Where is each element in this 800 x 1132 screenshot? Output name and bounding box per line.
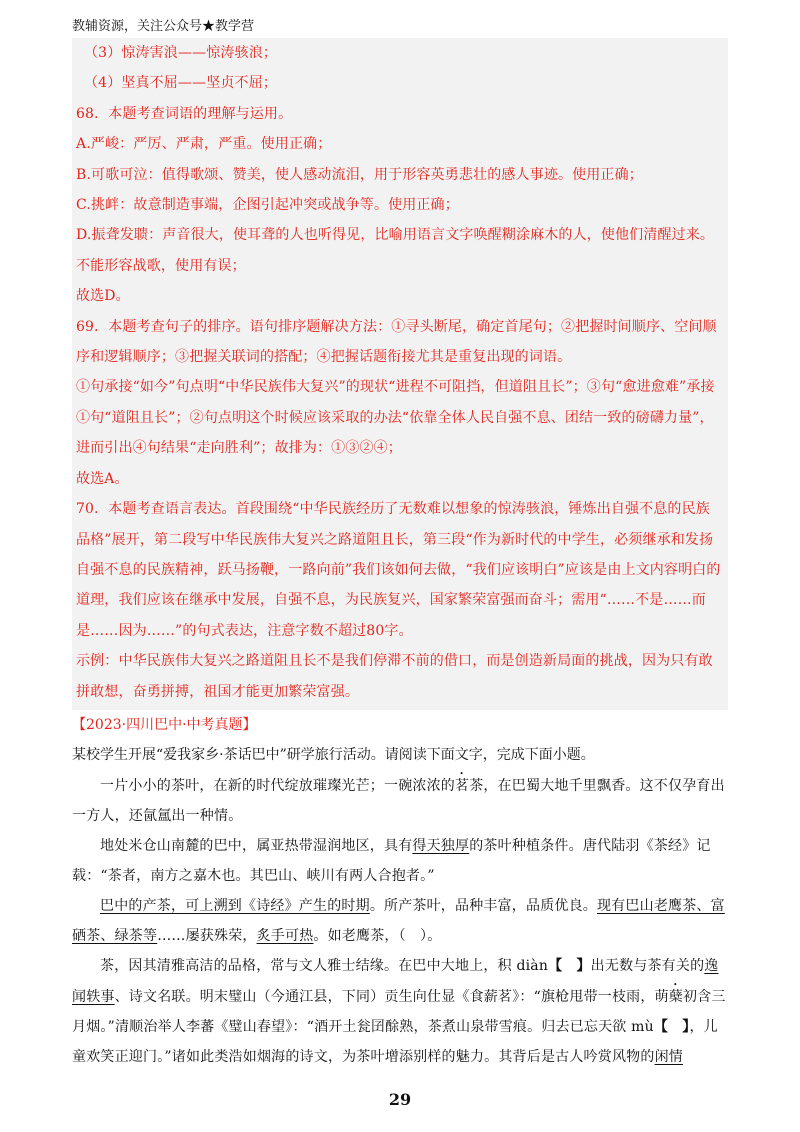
underlined-phrase: 闲情 (654, 1049, 683, 1065)
question-source: 【2023·四川巴中·中考真题】 (72, 717, 257, 733)
q68-choice: 故选D。 (76, 288, 130, 305)
q68-option-d: D.振聋发聩：声音很大，使耳聋的人也听得见，比喻用语言文字唤醒糊涂麻木的人，使他们清醒过来。不能形容战歌，使用有误； (76, 227, 715, 274)
q70-example: 示例：中华民族伟大复兴之路道阻且长不是我们停滞不前的借口，而是创造新局面的挑战，因为只有敢拼敢想，奋勇拼搏，祖国才能更加繁荣富强。 (76, 653, 713, 700)
q69-body: ①句承接“如今”句点明“中华民族伟大复兴”的现状“进程不可阻挡，但道阻且长”；③句“愈进愈难”承接①句“道阻且长”；②句点明这个时候应该采取的办法“依靠全体人民自强不息、团结一致的磅礴力量”，进而引出④句结果“走向胜利”；故排为：①③②④； (76, 379, 715, 457)
reading-passage (72, 770, 728, 1072)
page-number: 29 (388, 1090, 412, 1109)
q69-intro: 69．本题考查句子的排序。语句排序题解决方法：①寻头断尾，确定首尾句；②把握时间顺序、空间顺序和逻辑顺序；③把握关联词的搭配；④把握话题衔接尤其是重复出现的词语。 (76, 318, 717, 366)
passage-paragraph-2: 地处米仓山南麓的巴中，属亚热带湿润地区，具有得天独厚的茶叶种植条件。唐代陆羽《茶经》记载：“茶者，南方之嘉木也。其巴山、峡川有两人合抱者。” (72, 838, 711, 884)
underlined-phrase: 逸闻轶事 (72, 958, 719, 1005)
question-section (72, 710, 728, 1072)
underlined-phrase: 炙手可热 (256, 928, 314, 944)
q70-intro: 70．本题考查语言表达。首段围绕“中华民族经历了无数难以想象的惊涛骇浪，锤炼出自强不息的民族品格”展开，第二段写中华民族伟大复兴之路道阻且长，第三段“作为新时代的中学生，必须继承和发扬自强不息的民族精神，跃马扬鞭，一路向前”我们该如何去做，“我们应该明白”应该是由上文内容明白的道理，我们应该在继承中发展，自强不息，为民族复兴，国家繁荣富强而奋斗；需用“……不是……而是……因为……”的句式表达，注意字数不超过80字。 (76, 501, 721, 639)
q68-option-a: A.严峻：严厉、严肃，严重。使用正确； (76, 136, 332, 153)
passage-paragraph-4: 茶，因其清雅高洁的品格，常与文人雅士结缘。在巴中大地上，积 diàn【 】出无数与茶有关的逸闻轶事、诗文名联。明末璧山（今通江县，下同）贡生向仕显《食薪茗》：“旗枪甩带一枝雨，萌蘖初含三月烟。”清顺治举人李蕃《璧山春望》：“酒开土瓮囝酴熟，茶煮山泉带雪痕。归去已忘天欲 mù【 】，儿童欢笑正迎门。”诸如此类浩如烟海的诗文，为茶叶增添别样的魅力。其背后是古人吟赏风物的闲情 (72, 958, 726, 1065)
passage-paragraph-3: 巴中的产茶，可上溯到《诗经》产生的时期。所产茶叶，品种丰富，品质优良。现有巴山老鹰茶、富硒茶、绿茶等……屡获殊荣，炙手可热。如老鹰茶，（ ）。 (72, 898, 725, 944)
page-header: 教辅资源，关注公众号★教学营 (72, 16, 728, 39)
dotted-char: 茗 (455, 778, 470, 794)
blank-bracket-open: 【 (548, 958, 563, 974)
question-intro: 某校学生开展“爱我家乡·茶话巴中”研学旅行活动。请阅读下面文字，完成下面小题。 (72, 747, 595, 763)
answer-explanation-block (72, 38, 728, 710)
q68-option-b: B.可歌可泣：值得歌颂、赞美，使人感动流泪，用于形容英勇悲壮的感人事迹。使用正确； (76, 166, 643, 183)
q69-choice: 故选A。 (76, 470, 129, 487)
blank-bracket-open: 【 (653, 1019, 669, 1035)
q68-intro: 68．本题考查词语的理解与运用。 (76, 105, 293, 122)
underlined-phrase: 巴中的产茶，可上溯到《诗经》产生的时期 (100, 898, 370, 914)
dotted-char: 蘖 (668, 989, 683, 1005)
blank-bracket-close: 】 (576, 958, 591, 974)
underlined-phrase: 得天独厚 (412, 838, 470, 854)
q68-option-c: C.挑衅：故意制造事端，企图引起冲突或战争等。使用正确； (76, 197, 459, 214)
passage-paragraph-1: 一片小小的茶叶，在新的时代绽放璀璨光芒；一碗浓浓的茗茶，在巴蜀大地千里飘香。这不仅孕育出一方人，还氤氲出一种情。 (72, 778, 725, 824)
answer-line: （3）惊涛害浪——惊涛骇浪； (84, 45, 278, 61)
answer-line: （4）坚真不屈——坚贞不屈； (84, 75, 278, 92)
underlined-phrase: 现有巴山老鹰茶、富硒茶、绿茶等 (72, 898, 725, 944)
blank-bracket-close: 】 (682, 1019, 690, 1035)
